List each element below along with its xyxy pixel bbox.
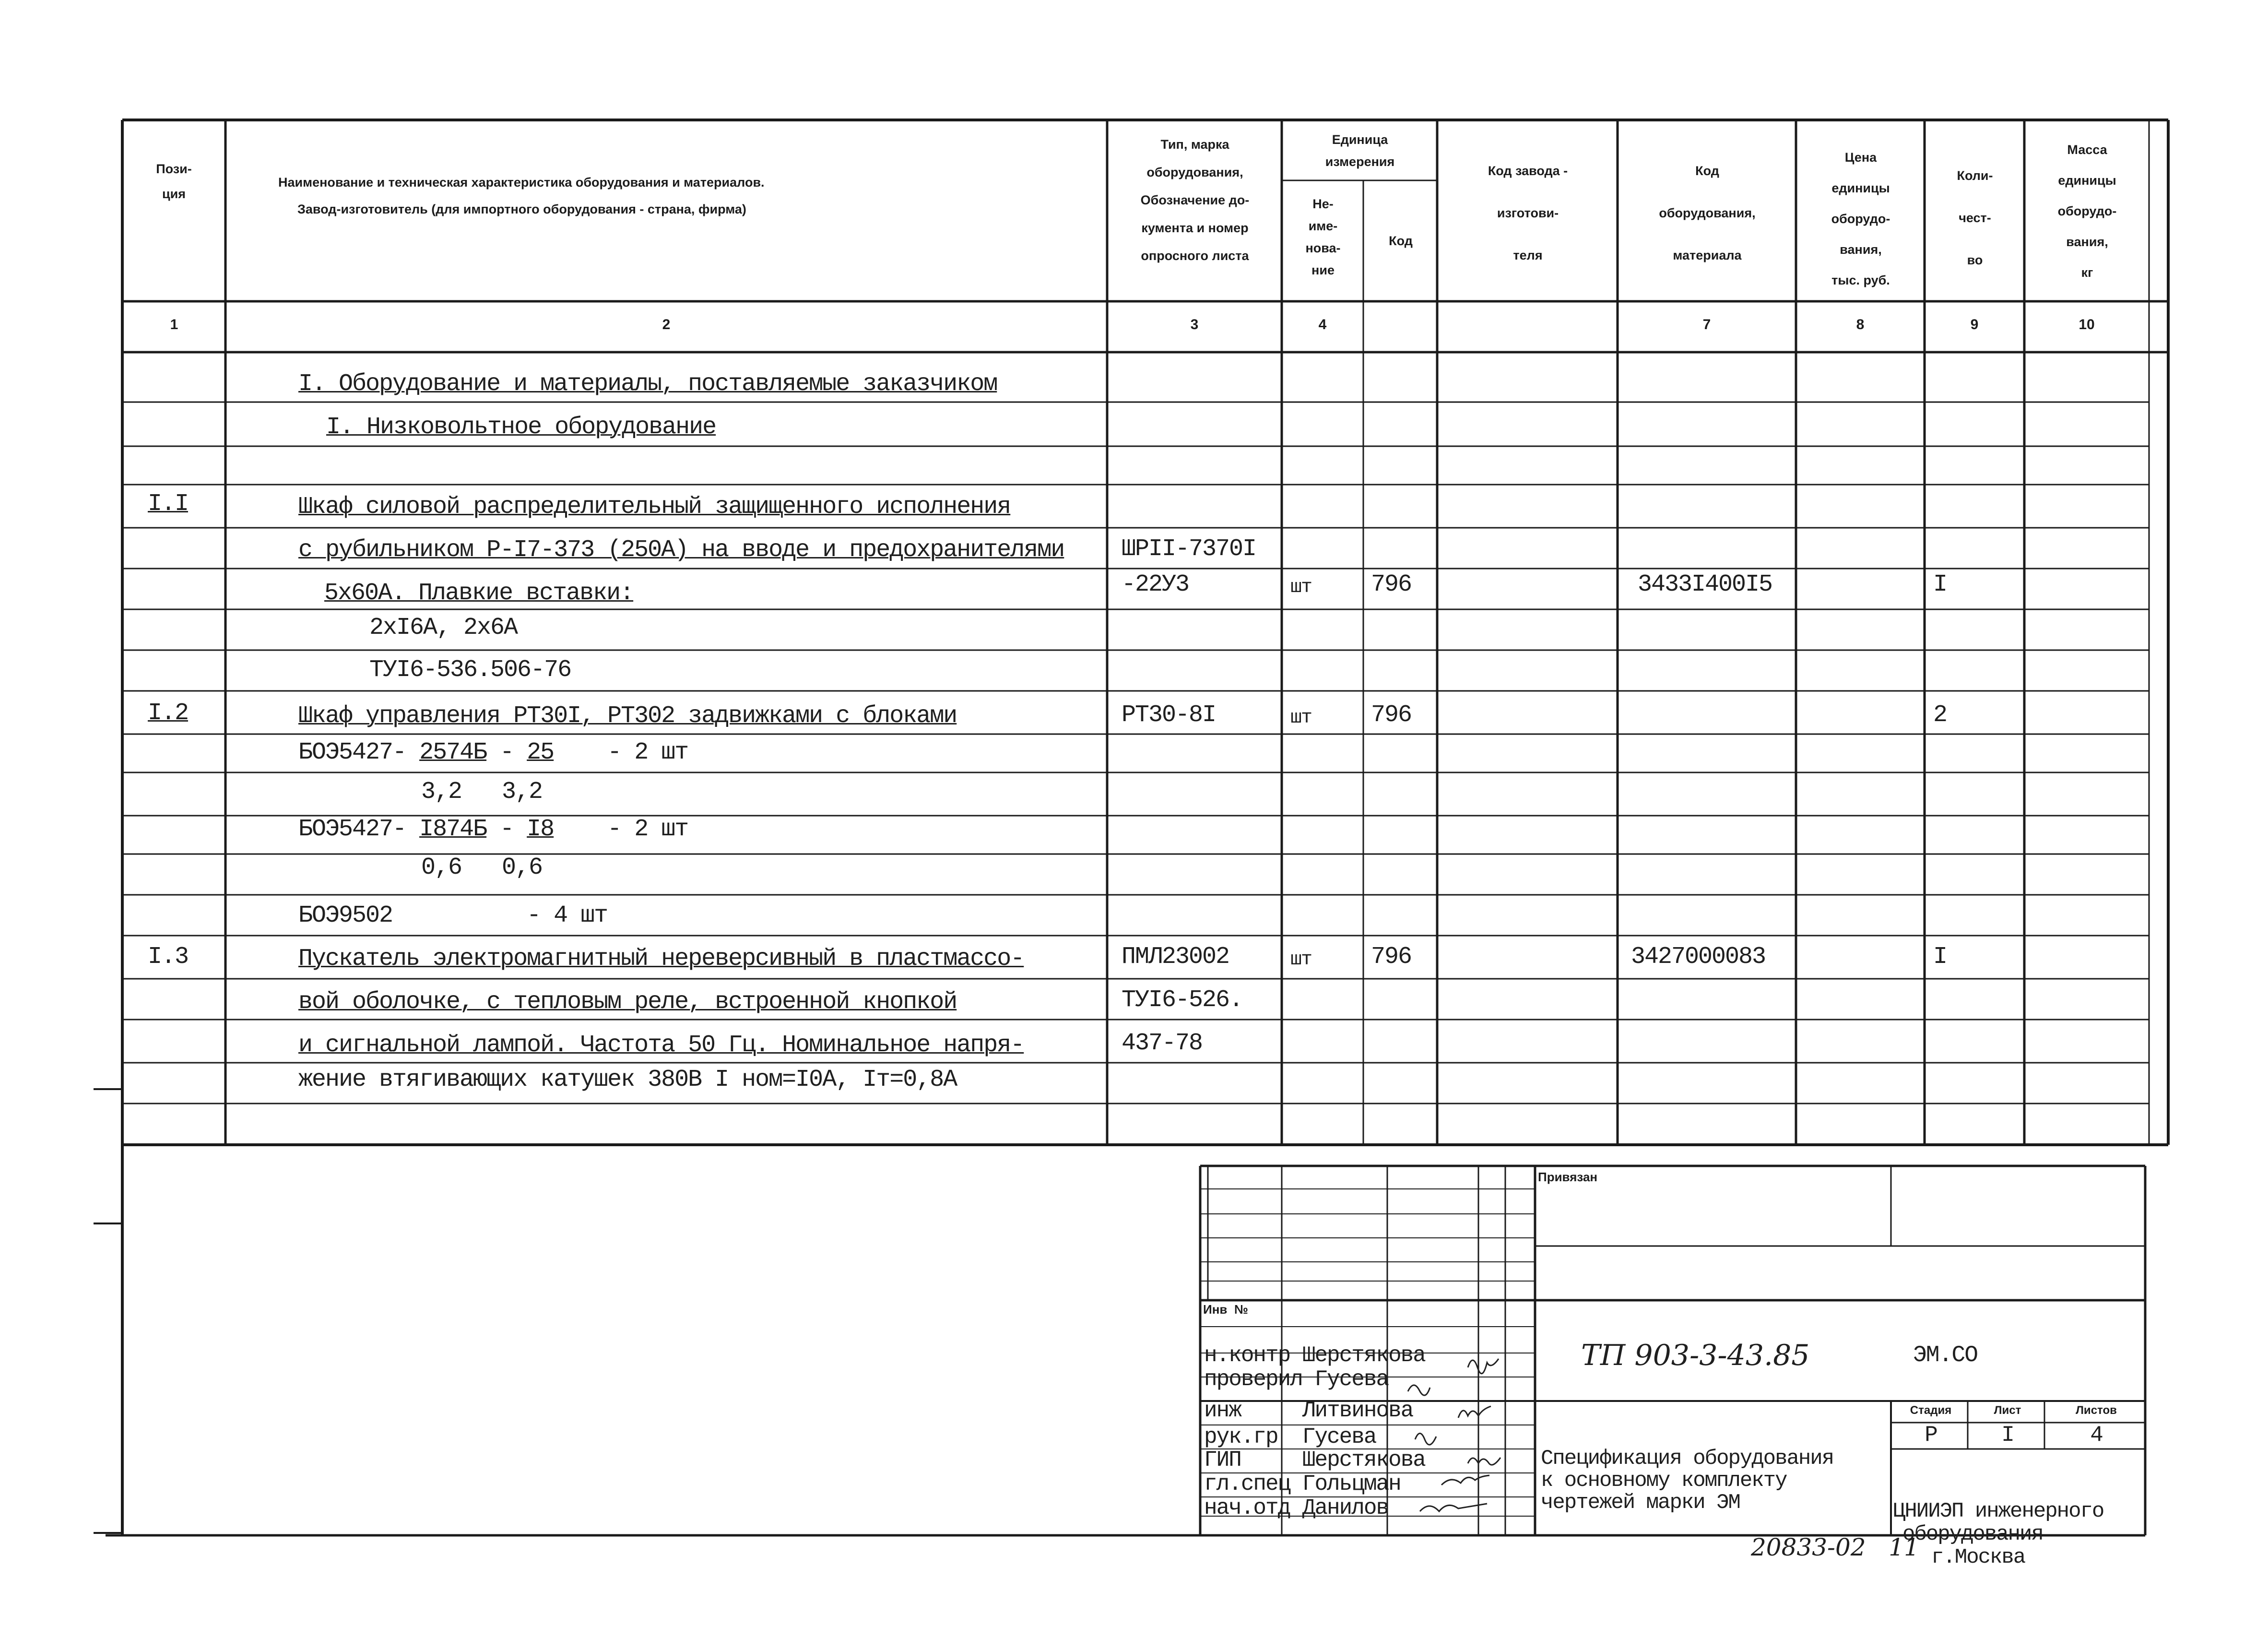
item-description: и сигнальной лампой. Частота 50 Гц. Номинальное напря- bbox=[298, 1032, 1024, 1059]
header-unit-code: Код bbox=[1389, 234, 1413, 248]
item-type: ТУI6-526. bbox=[1122, 986, 1243, 1014]
block-line: БОЭ9502 - 4 шт bbox=[298, 902, 608, 929]
person-row: нач.отд Данилов bbox=[1204, 1496, 1389, 1520]
item-description: Пускатель электромагнитный нереверсивный в пластмассо- bbox=[298, 945, 1024, 973]
item-equipment-code: 3433I400I5 bbox=[1638, 571, 1772, 598]
inventory-label: Инв № bbox=[1203, 1302, 1248, 1317]
header-name: Наименование и техническая характеристика оборудования и материалов. Завод-изготовитель (для импортного оборудования - страна, фирма) bbox=[278, 175, 765, 216]
block-line: БОЭ5427- 2574Б - 25 - 2 шт bbox=[298, 739, 688, 766]
section-title: I. Оборудование и материалы, поставляемые заказчиком bbox=[298, 370, 997, 398]
col-number: 3 bbox=[1190, 317, 1199, 332]
privyazan-label: Привязан bbox=[1538, 1170, 1598, 1184]
item-description: жение втягивающих катушек 380В I ном=I0А, Iт=0,8А bbox=[298, 1066, 957, 1093]
archive-code: 20833-02 11 bbox=[1751, 1533, 1919, 1561]
sheets-label: Листов bbox=[2076, 1404, 2117, 1417]
block-line-values: 3,2 3,2 bbox=[421, 778, 543, 806]
position-number: I.3 bbox=[148, 943, 189, 971]
item-type: ШРII-7370I bbox=[1122, 535, 1256, 563]
header-position: Пози- ция bbox=[156, 162, 192, 201]
block-line: БОЭ5427- I874Б - I8 - 2 шт bbox=[298, 816, 688, 843]
header-maker-code: Код завода - изготови- теля bbox=[1488, 164, 1568, 262]
item-unit-code: 796 bbox=[1371, 701, 1412, 729]
col-number: 2 bbox=[662, 317, 671, 332]
sheets-value: 4 bbox=[2090, 1423, 2103, 1448]
header-quantity: Коли- чест- во bbox=[1957, 168, 1993, 267]
col-number: 4 bbox=[1318, 317, 1327, 332]
item-description: 5х60А. Плавкие вставки: bbox=[324, 580, 634, 607]
block-line-values: 0,6 0,6 bbox=[421, 854, 543, 881]
person-row: ГИП Шерстякова bbox=[1204, 1448, 1425, 1472]
item-type: ПМЛ23002 bbox=[1122, 943, 1229, 971]
col-number: 8 bbox=[1856, 317, 1865, 332]
person-row: рук.гр Гусева bbox=[1204, 1424, 1376, 1449]
person-row: гл.спец Гольцман bbox=[1204, 1472, 1401, 1496]
col-number: 7 bbox=[1702, 317, 1711, 332]
sheet-label: Лист bbox=[1994, 1404, 2021, 1417]
organization: ЦНИИЭП инженерного оборудования г.Москва bbox=[1893, 1499, 2104, 1569]
header-unit-name: Не- име- нова- ние bbox=[1305, 197, 1341, 277]
item-quantity: I bbox=[1933, 571, 1947, 598]
item-description: Шкаф силовой распределительный защищенного исполнения bbox=[298, 493, 1011, 521]
drawing-mark: ЭМ.СО bbox=[1913, 1342, 1978, 1368]
item-type: РТ30-8I bbox=[1122, 701, 1216, 729]
item-quantity: 2 bbox=[1933, 701, 1947, 729]
item-type: -22У3 bbox=[1122, 571, 1189, 598]
col-number: 10 bbox=[2079, 317, 2095, 332]
document-title: Спецификация оборудования к основному комплекту чертежей марки ЭМ bbox=[1541, 1447, 1834, 1515]
header-equipment-code: Код оборудования, материала bbox=[1659, 164, 1756, 262]
item-equipment-code: 3427000083 bbox=[1631, 943, 1766, 971]
item-unit-code: 796 bbox=[1371, 943, 1412, 971]
item-unit-code: 796 bbox=[1371, 571, 1412, 598]
item-description: 2хI6А, 2х6А bbox=[369, 614, 518, 641]
item-description: Шкаф управления РТ30I, РТ302 задвижками с блоками bbox=[298, 702, 957, 730]
item-unit: шт bbox=[1290, 577, 1312, 598]
header-unit: Единица измерения bbox=[1325, 132, 1395, 169]
header-type: Тип, марка оборудования, Обозначение до- кумента и номер опросного листа bbox=[1140, 137, 1250, 263]
item-quantity: I bbox=[1933, 943, 1947, 971]
item-description: ТУI6-536.506-76 bbox=[369, 656, 571, 684]
person-row: проверил Гусева bbox=[1204, 1367, 1389, 1392]
document-number: ТП 903-3-43.85 bbox=[1581, 1339, 1810, 1372]
position-number: I.I bbox=[148, 490, 189, 518]
item-type: 437-78 bbox=[1122, 1030, 1203, 1057]
stage-value: Р bbox=[1925, 1423, 1937, 1448]
subsection-title: I. Низковольтное оборудование bbox=[326, 414, 716, 441]
col-number: 9 bbox=[1970, 317, 1979, 332]
sheet-value: I bbox=[2001, 1423, 2014, 1448]
stage-label: Стадия bbox=[1910, 1404, 1952, 1417]
person-row: н.контр Шерстякова bbox=[1204, 1343, 1425, 1368]
item-description: вой оболочке, с тепловым реле, встроенной кнопкой bbox=[298, 988, 957, 1016]
person-row: инж Литвинова bbox=[1204, 1398, 1413, 1423]
header-price: Цена единицы оборудо- вания, тыс. руб. bbox=[1831, 150, 1890, 287]
item-unit: шт bbox=[1290, 707, 1312, 729]
item-unit: шт bbox=[1290, 949, 1312, 971]
header-mass: Масса единицы оборудо- вания, кг bbox=[2057, 142, 2117, 280]
item-description: с рубильником Р-I7-373 (250А) на вводе и предохранителями bbox=[298, 536, 1064, 564]
position-number: I.2 bbox=[148, 700, 189, 727]
col-number: 1 bbox=[170, 317, 178, 332]
